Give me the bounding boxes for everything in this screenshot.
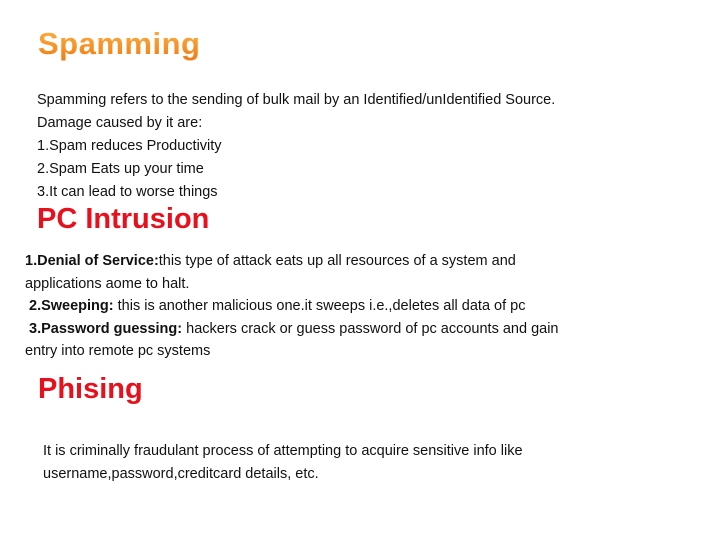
- phising-line-2: username,password,creditcard details, etc.: [43, 466, 319, 482]
- pc-intrusion-title: PC Intrusion: [37, 203, 210, 235]
- pc-intrusion-item-3: [25, 318, 559, 341]
- pc-intrusion-item-1-text: this type of attack eats up all resources of a system and: [158, 253, 516, 269]
- pc-intrusion-item-2-label: 2.Sweeping:: [29, 298, 114, 314]
- spamming-title: Spamming: [38, 26, 201, 61]
- spamming-definition: Spamming refers to the sending of bulk mail by an Identified/unIdentified Source.: [37, 92, 556, 108]
- pc-intrusion-item-1-label: 1.Denial of Service:: [25, 253, 159, 269]
- pc-intrusion-item-1-cont: [25, 273, 559, 296]
- spamming-body: [37, 89, 555, 204]
- spamming-damage-heading: Damage caused by it are:: [37, 115, 203, 131]
- pc-intrusion-item-3-label: 3.Password guessing:: [29, 320, 183, 337]
- phising-body: [43, 440, 523, 486]
- pc-intrusion-item-2: [25, 295, 559, 318]
- pc-intrusion-item-3-cont: [25, 340, 559, 363]
- pc-intrusion-item-1: [25, 250, 559, 273]
- phising-line-1: It is criminally fraudulant process of attempting to acquire sensitive info like: [43, 443, 523, 459]
- pc-intrusion-item-1-cont-text: applications aome to halt.: [25, 275, 190, 292]
- pc-intrusion-item-3-cont-text: entry into remote pc systems: [25, 343, 211, 359]
- spamming-damage-item-2: 2.Spam Eats up your time: [37, 161, 204, 177]
- spamming-damage-item-1: 1.Spam reduces Productivity: [37, 138, 222, 154]
- spamming-damage-item-3: 3.It can lead to worse things: [37, 184, 218, 200]
- phising-title: Phising: [38, 373, 143, 405]
- pc-intrusion-body: [25, 250, 559, 363]
- pc-intrusion-item-2-text: this is another malicious one.it sweeps i.e.,deletes all data of pc: [113, 298, 526, 314]
- pc-intrusion-item-3-text: hackers crack or guess password of pc accounts and gain: [182, 320, 559, 337]
